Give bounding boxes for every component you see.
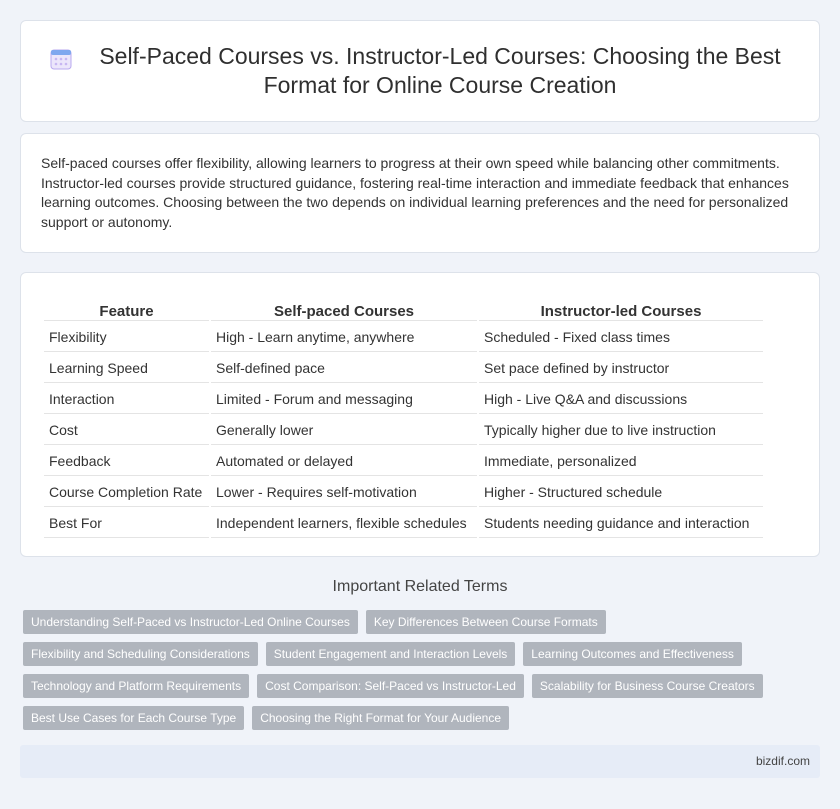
related-term-link[interactable]: Student Engagement and Interaction Levels	[266, 642, 516, 666]
table-cell: Typically higher due to live instruction	[479, 416, 763, 445]
related-term-link[interactable]: Flexibility and Scheduling Considerations	[23, 642, 258, 666]
table-cell: Feedback	[44, 447, 209, 476]
related-term-link[interactable]: Choosing the Right Format for Your Audience	[252, 706, 509, 730]
table-cell: Best For	[44, 509, 209, 538]
related-term-link[interactable]: Technology and Platform Requirements	[23, 674, 249, 698]
intro-card	[20, 133, 820, 253]
table-cell: Limited - Forum and messaging	[211, 385, 477, 414]
related-term-link[interactable]: Understanding Self-Paced vs Instructor-Led Online Courses	[23, 610, 358, 634]
site-link[interactable]: bizdif.com	[755, 754, 810, 768]
page-title: Self-Paced Courses vs. Instructor-Led Courses: Choosing the Best Format for Online Course Creation	[99, 43, 781, 98]
table-cell: Set pace defined by instructor	[479, 354, 763, 383]
related-term-link[interactable]: Learning Outcomes and Effectiveness	[523, 642, 742, 666]
column-header: Self-paced Courses	[211, 298, 477, 321]
table-cell: Course Completion Rate	[44, 478, 209, 507]
table-cell: Interaction	[44, 385, 209, 414]
table-row	[44, 385, 763, 414]
table-cell: Learning Speed	[44, 354, 209, 383]
column-header: Instructor-led Courses	[479, 298, 763, 321]
related-terms-title: Important Related Terms	[332, 578, 508, 595]
table-row	[44, 447, 763, 476]
table-cell: High - Learn anytime, anywhere	[211, 323, 477, 352]
table-cell: Generally lower	[211, 416, 477, 445]
table-row	[44, 478, 763, 507]
table-cell: Self-defined pace	[211, 354, 477, 383]
table-row	[44, 323, 763, 352]
intro-paragraph: Self-paced courses offer flexibility, allowing learners to progress at their own speed while balancing other commitments. Instructor-led courses provide structured guidance, fostering real-time interaction and immediate feedback that enhances learning outcomes. Choosing between the two depends on individual learning preferences and the need for personalized support or autonomy.	[41, 155, 789, 230]
column-header: Feature	[44, 298, 209, 321]
comparison-table	[42, 296, 765, 540]
header-card	[20, 20, 820, 122]
table-cell: Higher - Structured schedule	[479, 478, 763, 507]
related-terms-list	[23, 610, 803, 730]
table-row	[44, 354, 763, 383]
comparison-card	[20, 272, 820, 557]
related-term-link[interactable]: Best Use Cases for Each Course Type	[23, 706, 244, 730]
table-cell: Automated or delayed	[211, 447, 477, 476]
table-row	[44, 509, 763, 538]
table-cell: Scheduled - Fixed class times	[479, 323, 763, 352]
related-term-link[interactable]: Cost Comparison: Self-Paced vs Instructor-Led	[257, 674, 524, 698]
footer-bar	[20, 745, 820, 778]
table-cell: Immediate, personalized	[479, 447, 763, 476]
table-row	[44, 416, 763, 445]
table-header-row	[44, 298, 763, 321]
table-cell: Students needing guidance and interaction	[479, 509, 763, 538]
table-cell: Independent learners, flexible schedules	[211, 509, 477, 538]
table-cell: Cost	[44, 416, 209, 445]
related-term-link[interactable]: Scalability for Business Course Creators	[532, 674, 763, 698]
table-cell: High - Live Q&A and discussions	[479, 385, 763, 414]
table-cell: Lower - Requires self-motivation	[211, 478, 477, 507]
table-cell: Flexibility	[44, 323, 209, 352]
related-term-link[interactable]: Key Differences Between Course Formats	[366, 610, 606, 634]
